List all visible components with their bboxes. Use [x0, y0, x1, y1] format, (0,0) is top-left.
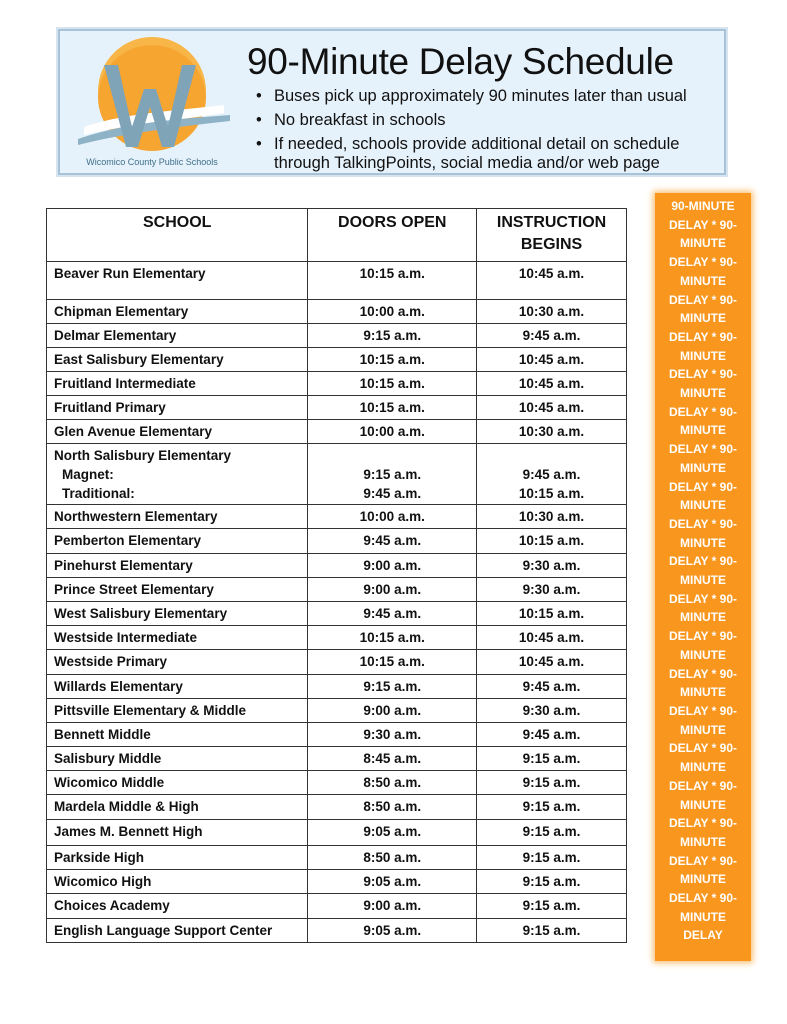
school-name-cell: Choices Academy	[47, 894, 308, 919]
delay-banner	[655, 193, 751, 961]
school-name-cell: Wicomico Middle	[47, 771, 308, 795]
banner-line: MINUTE	[680, 423, 726, 438]
school-name-cell: Westside Intermediate	[47, 626, 308, 650]
table-row	[47, 894, 627, 919]
table-row	[47, 675, 627, 699]
instruction-begins-cell: 9:30 a.m.	[477, 699, 627, 723]
banner-line: DELAY * 90-	[668, 778, 738, 793]
instruction-begins-cell: 9:30 a.m.	[477, 578, 627, 602]
banner-line: DELAY	[683, 928, 723, 943]
banner-line: MINUTE	[680, 834, 726, 849]
doors-open-cell: 9:15 a.m.	[308, 675, 477, 699]
doors-open-time: 9:45 a.m.	[363, 486, 422, 501]
banner-line: DELAY * 90-	[668, 442, 738, 457]
table-row	[47, 262, 627, 300]
instruction-begins-cell: 9:15 a.m.	[477, 870, 627, 894]
banner-line: DELAY * 90-	[668, 329, 738, 344]
table-row	[47, 578, 627, 602]
banner-line: MINUTE	[680, 535, 726, 550]
instruction-begins-cell: 10:30 a.m.	[477, 300, 627, 324]
banner-line: MINUTE	[680, 273, 726, 288]
doors-open-cell	[308, 444, 477, 505]
banner-line: DELAY * 90-	[668, 741, 738, 756]
banner-line: DELAY * 90-	[668, 255, 738, 270]
school-name-cell: Bennett Middle	[47, 723, 308, 747]
table-row	[47, 699, 627, 723]
bullet-item: • Buses pick up approximately 90 minutes later than usual	[254, 87, 714, 106]
table-row	[47, 396, 627, 420]
doors-open-cell: 9:05 a.m.	[308, 820, 477, 846]
banner-line: MINUTE	[680, 685, 726, 700]
banner-line: MINUTE	[680, 311, 726, 326]
instruction-begins-cell: 10:45 a.m.	[477, 348, 627, 372]
doors-open-cell: 10:15 a.m.	[308, 396, 477, 420]
banner-line: DELAY * 90-	[668, 629, 738, 644]
instruction-begins-cell: 10:45 a.m.	[477, 396, 627, 420]
table-row	[47, 324, 627, 348]
bullet-item: • No breakfast in schools	[254, 111, 714, 130]
school-name-cell: English Language Support Center	[47, 919, 308, 943]
instruction-begins-cell: 9:30 a.m.	[477, 554, 627, 578]
school-name-cell: Salisbury Middle	[47, 747, 308, 771]
banner-line: DELAY * 90-	[668, 367, 738, 382]
table-row	[47, 650, 627, 675]
doors-open-cell: 10:15 a.m.	[308, 262, 477, 300]
table-row	[47, 554, 627, 578]
table-row	[47, 626, 627, 650]
instruction-begins-cell: 9:15 a.m.	[477, 747, 627, 771]
doors-open-cell: 9:45 a.m.	[308, 529, 477, 554]
column-header-school: SCHOOL	[47, 209, 308, 262]
instruction-begins-cell: 9:15 a.m.	[477, 820, 627, 846]
instruction-begins-cell	[477, 444, 627, 505]
doors-open-cell: 8:45 a.m.	[308, 747, 477, 771]
instruction-begins-cell: 9:15 a.m.	[477, 894, 627, 919]
banner-line: MINUTE	[680, 760, 726, 775]
school-name-cell: Pinehurst Elementary	[47, 554, 308, 578]
table-row	[47, 372, 627, 396]
banner-line: MINUTE	[680, 722, 726, 737]
banner-line: DELAY * 90-	[668, 516, 738, 531]
page-title: 90-Minute Delay Schedule	[247, 41, 674, 82]
school-name-cell: Pemberton Elementary	[47, 529, 308, 554]
banner-line: DELAY * 90-	[668, 479, 738, 494]
doors-open-cell: 9:30 a.m.	[308, 723, 477, 747]
district-logo	[64, 35, 240, 171]
doors-open-cell: 9:00 a.m.	[308, 554, 477, 578]
doors-open-cell: 8:50 a.m.	[308, 795, 477, 820]
instruction-begins-cell: 10:30 a.m.	[477, 505, 627, 529]
school-name-cell: Beaver Run Elementary	[47, 262, 308, 300]
table-row	[47, 846, 627, 870]
doors-open-cell: 9:00 a.m.	[308, 894, 477, 919]
table-row	[47, 602, 627, 626]
banner-line: DELAY * 90-	[668, 217, 738, 232]
table-row	[47, 420, 627, 444]
banner-line: MINUTE	[680, 872, 726, 887]
banner-line: MINUTE	[680, 348, 726, 363]
table-row	[47, 300, 627, 324]
banner-line: MINUTE	[680, 909, 726, 924]
doors-open-cell: 10:15 a.m.	[308, 348, 477, 372]
banner-line: DELAY * 90-	[668, 292, 738, 307]
instruction-begins-time: 9:45 a.m.	[522, 467, 581, 482]
program-label: Magnet:	[62, 467, 114, 482]
banner-line: DELAY * 90-	[668, 554, 738, 569]
instruction-begins-cell: 10:30 a.m.	[477, 420, 627, 444]
instruction-begins-cell: 10:45 a.m.	[477, 626, 627, 650]
w-logo-icon	[64, 35, 240, 171]
doors-open-cell: 9:00 a.m.	[308, 578, 477, 602]
doors-open-cell: 9:05 a.m.	[308, 919, 477, 943]
program-label: Traditional:	[62, 486, 135, 501]
instruction-begins-cell: 9:15 a.m.	[477, 795, 627, 820]
school-name-cell: Glen Avenue Elementary	[47, 420, 308, 444]
instruction-begins-cell: 10:45 a.m.	[477, 262, 627, 300]
banner-line: MINUTE	[680, 797, 726, 812]
school-name-cell: Willards Elementary	[47, 675, 308, 699]
table-row	[47, 747, 627, 771]
school-name-cell: Northwestern Elementary	[47, 505, 308, 529]
doors-open-cell: 9:15 a.m.	[308, 324, 477, 348]
banner-line: 90-MINUTE	[671, 199, 735, 213]
school-name-cell: Chipman Elementary	[47, 300, 308, 324]
table-row	[47, 919, 627, 943]
banner-line: MINUTE	[680, 610, 726, 625]
table-row	[47, 771, 627, 795]
doors-open-cell: 8:50 a.m.	[308, 771, 477, 795]
instruction-begins-time: 10:15 a.m.	[518, 486, 585, 501]
doors-open-cell: 9:05 a.m.	[308, 870, 477, 894]
banner-line: DELAY * 90-	[668, 404, 738, 419]
school-name-cell: Prince Street Elementary	[47, 578, 308, 602]
logo-text: Wicomico County Public Schools	[86, 157, 218, 167]
school-name-cell: Westside Primary	[47, 650, 308, 675]
doors-open-cell: 9:45 a.m.	[308, 602, 477, 626]
banner-line: DELAY * 90-	[668, 591, 738, 606]
banner-line: DELAY * 90-	[668, 666, 738, 681]
banner-line: MINUTE	[680, 236, 726, 251]
table-header-row	[47, 209, 627, 262]
school-name: North Salisbury Elementary	[54, 448, 232, 463]
school-name-cell: Mardela Middle & High	[47, 795, 308, 820]
doors-open-time: 9:15 a.m.	[363, 467, 422, 482]
banner-line: DELAY * 90-	[668, 703, 738, 718]
header-box	[58, 29, 726, 175]
doors-open-cell: 10:15 a.m.	[308, 372, 477, 396]
column-header-doors-open: DOORS OPEN	[308, 209, 477, 262]
table-row	[47, 505, 627, 529]
banner-line: MINUTE	[680, 386, 726, 401]
banner-line: MINUTE	[680, 460, 726, 475]
instruction-begins-cell: 10:15 a.m.	[477, 602, 627, 626]
table-body	[47, 262, 627, 943]
doors-open-cell: 10:00 a.m.	[308, 505, 477, 529]
banner-line: MINUTE	[680, 647, 726, 662]
instruction-begins-cell: 10:45 a.m.	[477, 650, 627, 675]
instruction-begins-cell: 9:45 a.m.	[477, 675, 627, 699]
table-row	[47, 795, 627, 820]
table-row	[47, 529, 627, 554]
doors-open-cell: 10:15 a.m.	[308, 626, 477, 650]
delay-schedule-table	[46, 208, 627, 943]
instruction-begins-cell: 9:15 a.m.	[477, 771, 627, 795]
school-name-cell: Pittsville Elementary & Middle	[47, 699, 308, 723]
instruction-begins-cell: 9:15 a.m.	[477, 919, 627, 943]
school-name-cell: Fruitland Primary	[47, 396, 308, 420]
school-name-cell: Parkside High	[47, 846, 308, 870]
doors-open-cell: 10:00 a.m.	[308, 300, 477, 324]
school-name-cell: East Salisbury Elementary	[47, 348, 308, 372]
bullet-item: • If needed, schools provide additional detail on schedule through TalkingPoints, social media and/or web page	[254, 135, 714, 173]
info-bullets	[254, 87, 714, 178]
banner-line: MINUTE	[680, 498, 726, 513]
school-name-cell: Fruitland Intermediate	[47, 372, 308, 396]
school-name-cell: Wicomico High	[47, 870, 308, 894]
table-row	[47, 870, 627, 894]
banner-line: DELAY * 90-	[668, 891, 738, 906]
school-name-cell: James M. Bennett High	[47, 820, 308, 846]
doors-open-cell: 9:00 a.m.	[308, 699, 477, 723]
doors-open-cell: 10:15 a.m.	[308, 650, 477, 675]
banner-line: DELAY * 90-	[668, 816, 738, 831]
doors-open-cell: 8:50 a.m.	[308, 846, 477, 870]
table-row	[47, 820, 627, 846]
banner-line: MINUTE	[680, 573, 726, 588]
table-row	[47, 444, 627, 505]
school-name-cell	[47, 444, 308, 505]
table-row	[47, 348, 627, 372]
school-name-cell: West Salisbury Elementary	[47, 602, 308, 626]
instruction-begins-cell: 10:15 a.m.	[477, 529, 627, 554]
column-header-instruction-begins: INSTRUCTION BEGINS	[477, 209, 627, 262]
school-name-cell: Delmar Elementary	[47, 324, 308, 348]
banner-line: DELAY * 90-	[668, 853, 738, 868]
table-row	[47, 723, 627, 747]
instruction-begins-cell: 9:45 a.m.	[477, 723, 627, 747]
instruction-begins-cell: 10:45 a.m.	[477, 372, 627, 396]
instruction-begins-cell: 9:45 a.m.	[477, 324, 627, 348]
instruction-begins-cell: 9:15 a.m.	[477, 846, 627, 870]
doors-open-cell: 10:00 a.m.	[308, 420, 477, 444]
